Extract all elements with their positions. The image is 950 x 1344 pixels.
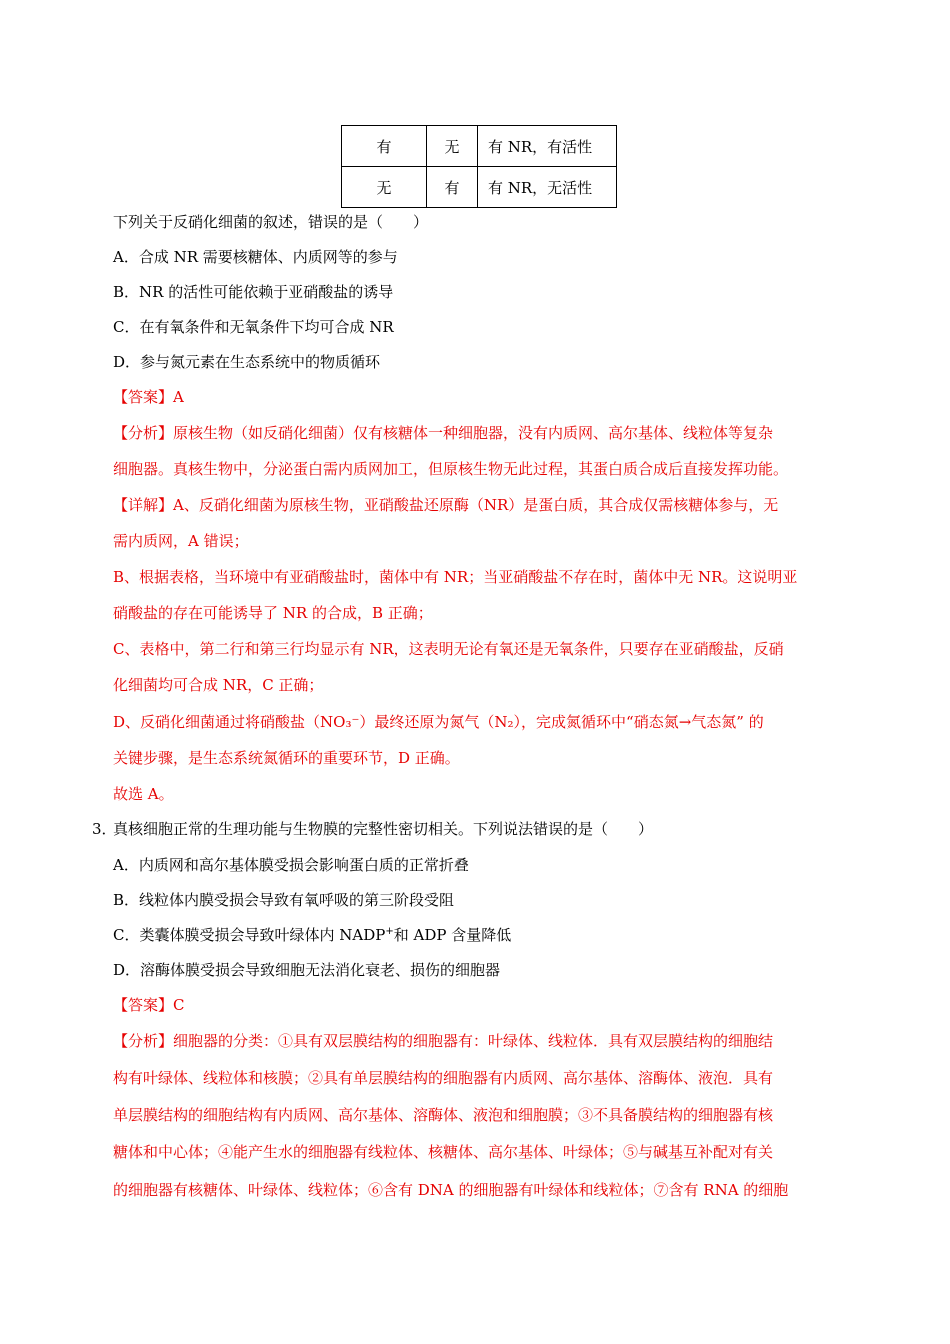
option-b: B．NR 的活性可能依赖于亚硝酸盐的诱导: [113, 283, 394, 301]
option-c: [113, 925, 511, 945]
option-c: C．在有氧条件和无氧条件下均可合成 NR: [113, 318, 394, 336]
detail-line: 关键步骤，是生态系统氮循环的重要环节，D 正确。: [113, 749, 460, 767]
answer: 【答案】A: [113, 388, 184, 406]
question-stem: 真核细胞正常的生理功能与生物膜的完整性密切相关。下列说法错误的是（ ）: [113, 820, 654, 838]
table-row: [342, 167, 617, 208]
analysis-line: 糖体和中心体；④能产生水的细胞器有线粒体、核糖体、高尔基体、叶绿体；⑤与碱基互补配对有关: [113, 1143, 774, 1161]
question-number: 3．: [92, 820, 117, 838]
table-cell: 有 NR，无活性: [478, 167, 617, 208]
option-c-text: 和 ADP 含量降低: [393, 926, 512, 944]
superscript: +: [385, 926, 394, 937]
table-cell: 有: [427, 167, 478, 208]
option-c-text: C．类囊体膜受损会导致叶绿体内 NADP: [113, 926, 386, 944]
analysis-line: 【分析】原核生物（如反硝化细菌）仅有核糖体一种细胞器，没有内质网、高尔基体、线粒体等复杂: [113, 424, 774, 442]
analysis-line: 的细胞器有核糖体、叶绿体、线粒体；⑥含有 DNA 的细胞器有叶绿体和线粒体；⑦含有 RNA 的细胞: [113, 1181, 789, 1199]
analysis-line: 构有叶绿体、线粒体和核膜；②具有单层膜结构的细胞器有内质网、高尔基体、溶酶体、液泡．具有: [113, 1069, 774, 1087]
detail-line: 需内质网，A 错误；: [113, 532, 249, 550]
option-d: D．溶酶体膜受损会导致细胞无法消化衰老、损伤的细胞器: [113, 961, 501, 979]
table-cell: 无: [342, 167, 427, 208]
option-a: A．合成 NR 需要核糖体、内质网等的参与: [113, 248, 398, 266]
detail-line: 化细菌均可合成 NR，C 正确；: [113, 676, 324, 694]
table-cell: 有: [342, 126, 427, 167]
nr-table: [341, 125, 617, 208]
option-d: D．参与氮元素在生态系统中的物质循环: [113, 353, 381, 371]
table-cell: 有 NR，有活性: [478, 126, 617, 167]
conclusion: 故选 A。: [113, 785, 174, 803]
detail-line: C、表格中，第二行和第三行均显示有 NR，这表明无论有氧还是无氧条件，只要存在亚硝酸盐，反硝: [113, 640, 784, 658]
option-a: A．内质网和高尔基体膜受损会影响蛋白质的正常折叠: [113, 856, 469, 874]
detail-line: B、根据表格，当环境中有亚硝酸盐时，菌体中有 NR；当亚硝酸盐不存在时，菌体中无 NR。这说明亚: [113, 568, 798, 586]
analysis-line: 【分析】细胞器的分类：①具有双层膜结构的细胞器有：叶绿体、线粒体．具有双层膜结构的细胞结: [113, 1032, 774, 1050]
question-stem: 下列关于反硝化细菌的叙述，错误的是（ ）: [113, 213, 429, 231]
table-cell: 无: [427, 126, 478, 167]
option-b: B．线粒体内膜受损会导致有氧呼吸的第三阶段受阻: [113, 891, 455, 909]
analysis-line: 单层膜结构的细胞结构有内质网、高尔基体、溶酶体、液泡和细胞膜；③不具备膜结构的细胞器有核: [113, 1106, 774, 1124]
detail-line: 硝酸盐的存在可能诱导了 NR 的合成，B 正确；: [113, 604, 433, 622]
table-row: [342, 126, 617, 167]
detail-line: D、反硝化细菌通过将硝酸盐（NO₃⁻）最终还原为氮气（N₂），完成氮循环中“硝态氮→气态氮” 的: [113, 713, 764, 731]
detail-line: 【详解】A、反硝化细菌为原核生物，亚硝酸盐还原酶（NR）是蛋白质，其合成仅需核糖体参与，无: [113, 496, 779, 514]
analysis-line: 细胞器。真核生物中，分泌蛋白需内质网加工，但原核生物无此过程，其蛋白质合成后直接发挥功能。: [113, 460, 789, 478]
answer: 【答案】C: [113, 996, 185, 1014]
